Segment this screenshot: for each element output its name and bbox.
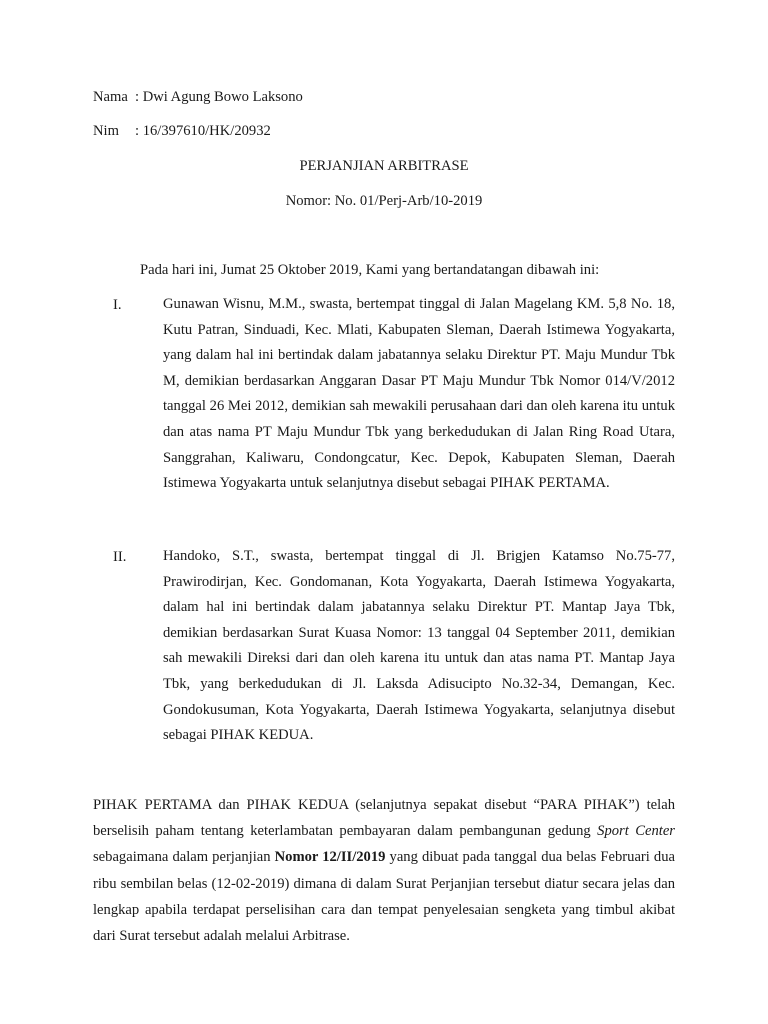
nama-row	[93, 87, 303, 107]
closing-part-1: PIHAK PERTAMA dan PIHAK KEDUA (selanjutnya sepakat disebut “PARA PIHAK”) telah berselisih paham tentang keterlambatan pembayaran dalam pembangunan gedung	[93, 797, 675, 840]
party-2-text: Handoko, S.T., swasta, bertempat tinggal di Jl. Brigjen Katamso No.75-77, Prawirodirjan, Kec. Gondomanan, Kota Yogyakarta, Daerah Istimewa Yogyakarta, dalam hal ini bertindak dalam jabatannya selaku Direktur PT. Mantap Jaya Tbk, demikian berdasarkan Surat Kuasa Nomor: 13 tanggal 04 September 2011, demikian sah mewakili Direksi dari dan oleh karena itu untuk dan atas nama PT. Mantap Jaya Tbk, yang berkedudukan di Jl. Laksda Adisucipto No.32-34, Demangan, Kec. Gondokusuman, Kota Yogyakarta, Daerah Istimewa Yogyakarta, selanjutnya disebut sebagai PIHAK KEDUA.	[163, 548, 675, 744]
document-title: PERJANJIAN ARBITRASE	[299, 158, 469, 174]
party-1-number: I.	[113, 297, 122, 313]
closing-paragraph	[93, 792, 675, 949]
nim-value: : 16/397610/HK/20932	[135, 123, 271, 139]
party-1-text: Gunawan Wisnu, M.M., swasta, bertempat tinggal di Jalan Magelang KM. 5,8 No. 18, Kutu Patran, Sinduadi, Kec. Mlati, Kabupaten Sleman, Daerah Istimewa Yogyakarta, yang dalam hal ini bertindak dalam jabatannya selaku Direktur PT. Maju Mundur Tbk M, demikian berdasarkan Anggaran Dasar PT Maju Mundur Tbk Nomor 014/V/2012 tanggal 26 Mei 2012, demikian sah mewakili perusahaan dari dan oleh karena itu untuk dan atas nama PT Maju Mundur Tbk yang berkedudukan di Jalan Ring Road Utara, Sanggrahan, Kaliwaru, Condongcatur, Kec. Depok, Kabupaten Sleman, Daerah Istimewa Yogyakarta untuk selanjutnya disebut sebagai PIHAK PERTAMA.	[163, 296, 675, 492]
party-2-number: II.	[113, 549, 127, 565]
nim-row	[93, 121, 271, 141]
closing-italic-term: Sport Center	[597, 823, 675, 840]
closing-part-3: yang dibuat pada tanggal dua belas Februari dua ribu sembilan belas (12-02-2019) dimana di dalam Surat Perjanjian tersebut diatur secara jelas dan lengkap apabila terdapat perselisihan cara dan tempat penyelesaian sengketa yang timbul akibat dari Surat tersebut adalah melalui Arbitrase.	[93, 849, 675, 945]
document-number: Nomor: No. 01/Perj-Arb/10-2019	[285, 193, 483, 209]
nama-label: Nama	[93, 89, 128, 105]
closing-part-2: sebagaimana dalam perjanjian	[93, 849, 275, 866]
nim-label: Nim	[93, 123, 119, 139]
opening-paragraph: Pada hari ini, Jumat 25 Oktober 2019, Kami yang bertandatangan dibawah ini:	[140, 262, 600, 278]
closing-bold-reference: Nomor 12/II/2019	[274, 849, 386, 866]
nama-value: : Dwi Agung Bowo Laksono	[135, 89, 303, 105]
